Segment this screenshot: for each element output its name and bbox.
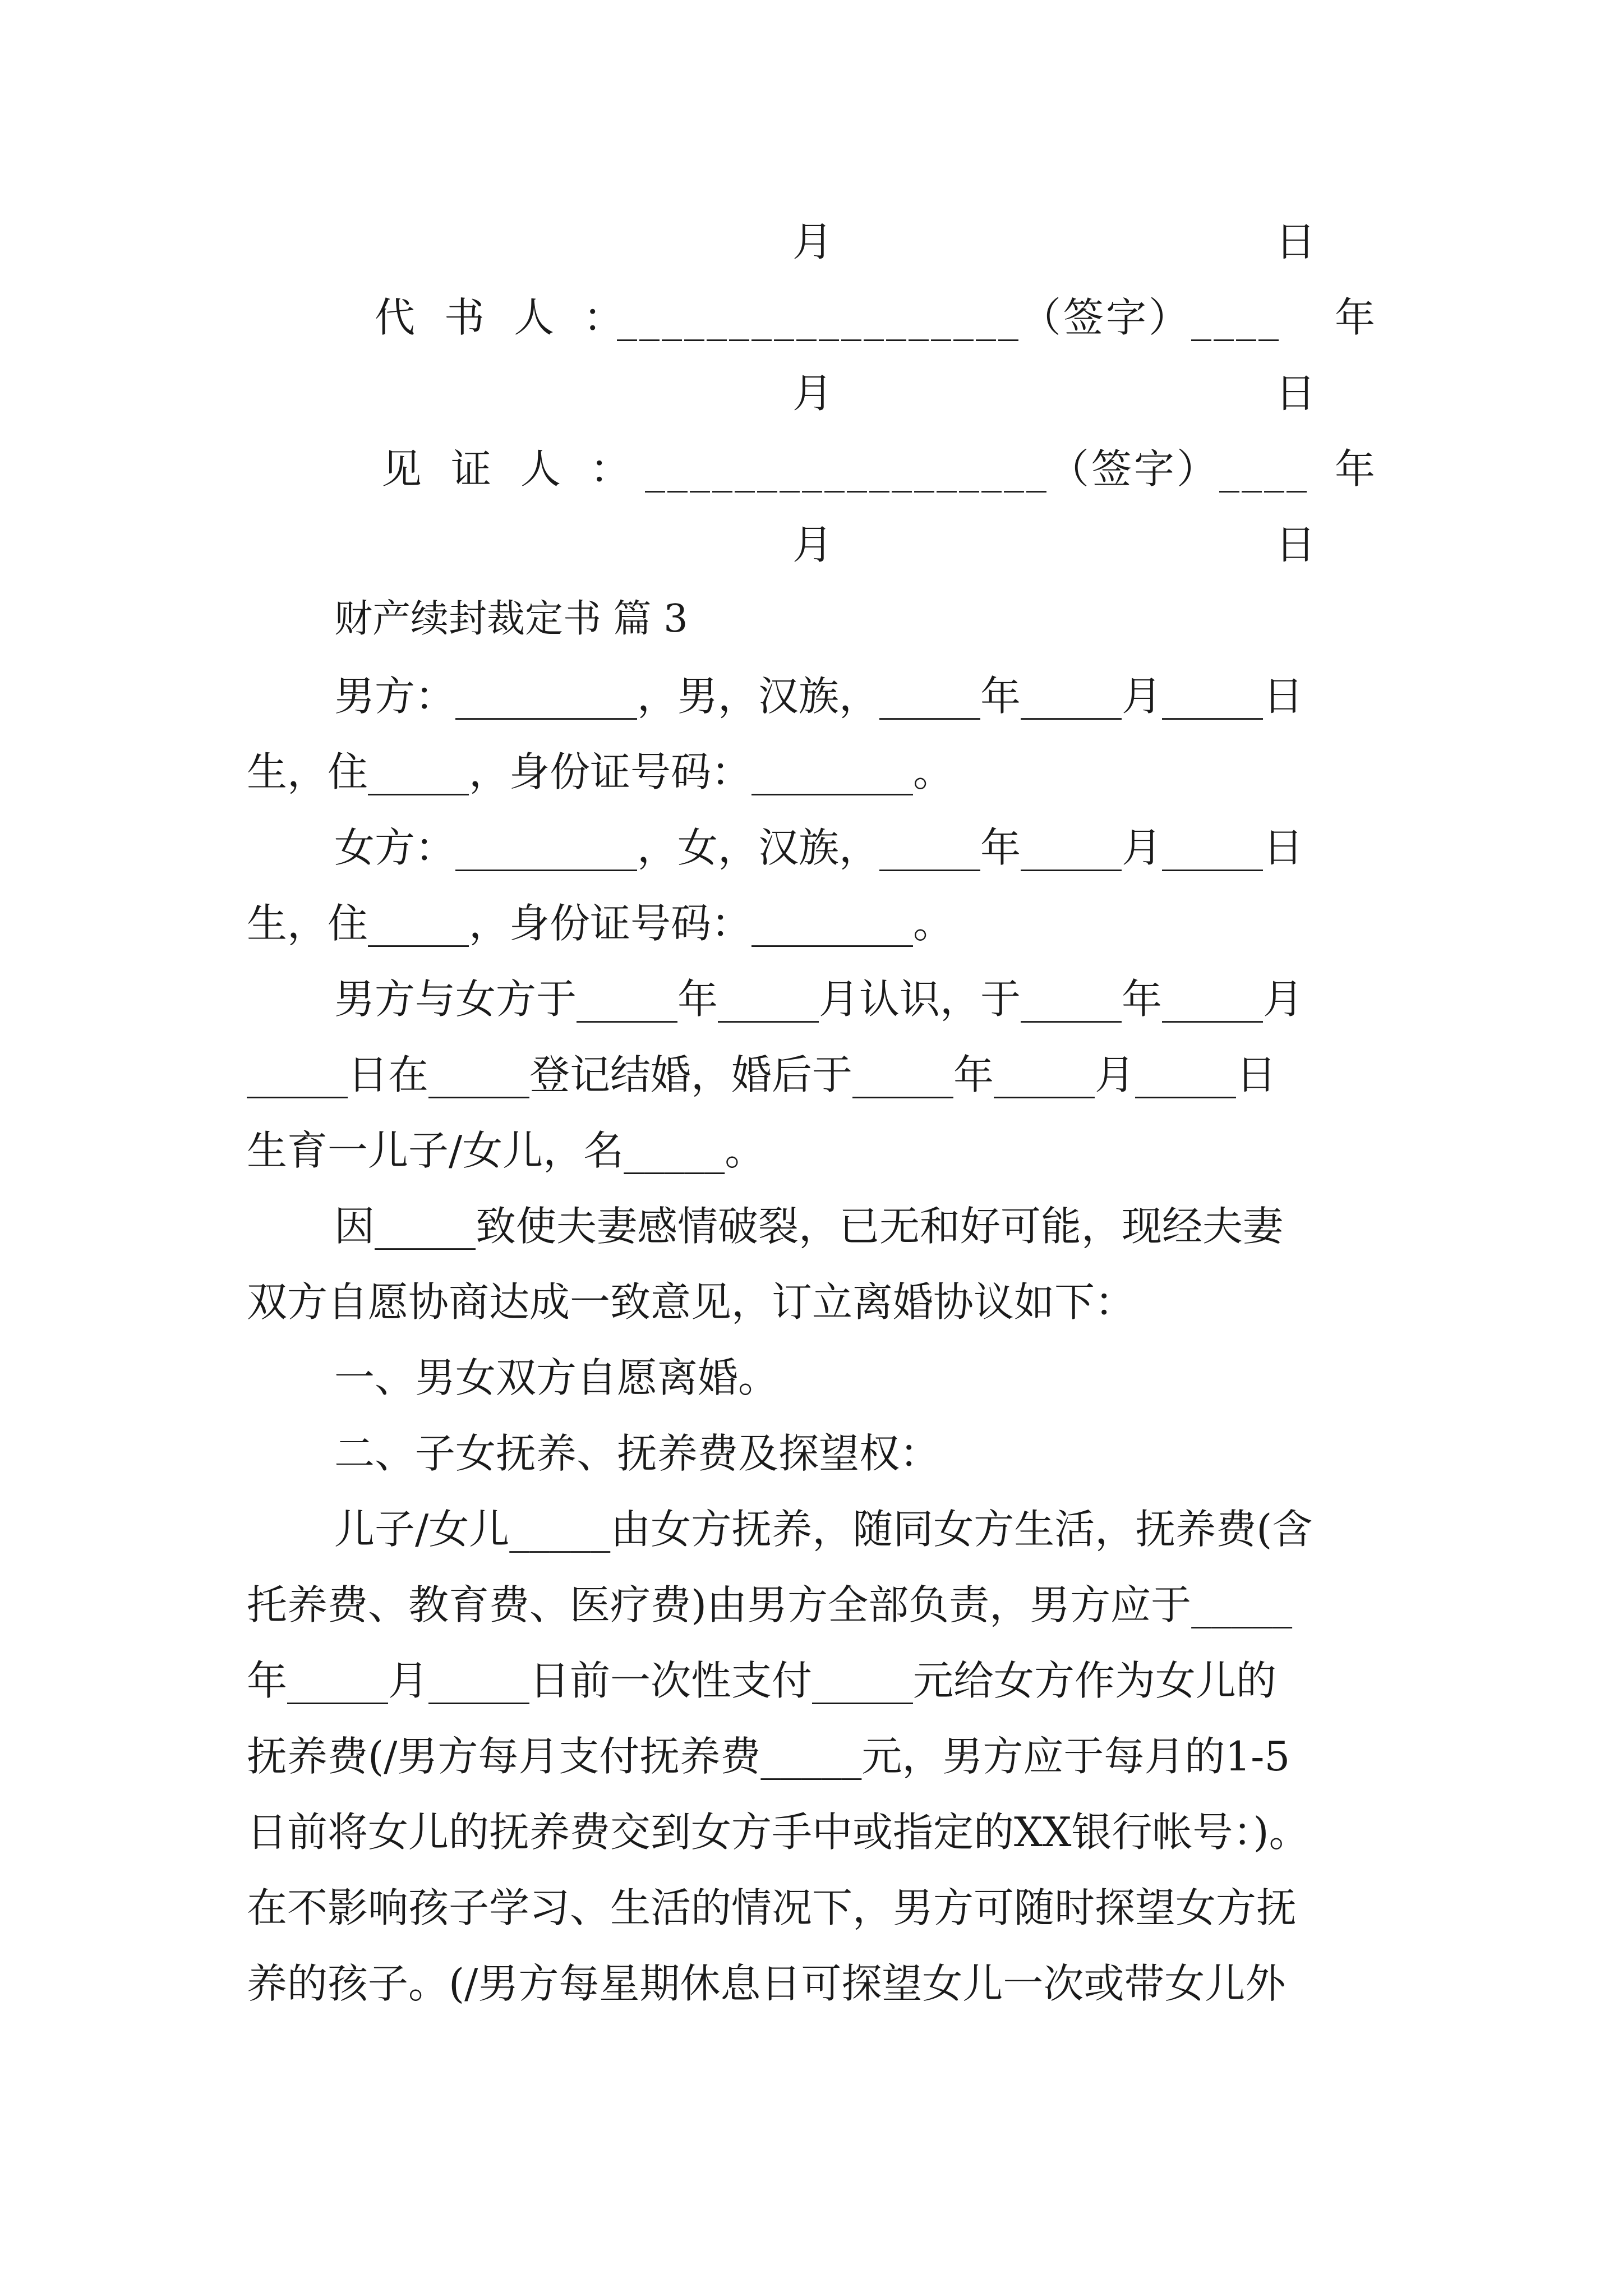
body-line: 生育一儿子/女儿，名_____。 (247, 1127, 766, 1174)
body-line: 因_____致使夫妻感情破裂，已无和好可能，现经夫妻 (334, 1203, 1284, 1250)
body-line: 生，住_____，身份证号码：________。 (247, 900, 954, 947)
section-heading: 财产续封裁定书 篇 3 (334, 597, 688, 641)
month-label: 月 (792, 370, 833, 417)
witness-signature-line: __________________（签字）____ (645, 445, 1310, 493)
day-label: 日 (1275, 521, 1316, 568)
body-line: 双方自愿协商达成一致意见，订立离婚协议如下： (247, 1278, 1136, 1326)
year-label: 年 (1335, 445, 1376, 493)
body-line: 女方：_________，女，汉族，_____年_____月_____日 (334, 824, 1304, 871)
body-line: 年_____月_____日前一次性支付_____元给女方作为女儿的 (247, 1657, 1277, 1704)
body-line: 男方与女方于_____年_____月认识，于_____年_____月 (334, 976, 1304, 1023)
scribe-signature-line: __________________（签字）____ (617, 294, 1281, 341)
body-line: 日前将女儿的抚养费交到女方手中或指定的XX银行帐号：)。 (247, 1809, 1310, 1856)
body-line: 儿子/女儿_____由女方抚养，随同女方生活，抚养费(含 (334, 1506, 1313, 1553)
day-label: 日 (1275, 370, 1316, 417)
day-label: 日 (1275, 218, 1316, 265)
year-label: 年 (1335, 294, 1376, 341)
body-line: 二、子女抚养、抚养费及探望权： (334, 1430, 940, 1477)
body-line: 抚养费(/男方每月支付抚养费_____元，男方应于每月的1-5 (247, 1733, 1290, 1780)
body-line: 男方：_________，男，汉族，_____年_____月_____日 (334, 673, 1304, 720)
body-line: 一、男女双方自愿离婚。 (334, 1354, 779, 1401)
body-line: _____日在_____登记结婚，婚后于_____年_____月_____日 (247, 1051, 1277, 1098)
body-line: 养的孩子。(/男方每星期休息日可探望女儿一次或带女儿外 (247, 1960, 1286, 2007)
body-line: 生，住_____，身份证号码：________。 (247, 748, 954, 795)
witness-label: 见证人： (381, 445, 660, 493)
month-label: 月 (792, 521, 833, 568)
month-label: 月 (792, 218, 833, 265)
scribe-label: 代书人： (375, 294, 653, 341)
body-line: 在不影响孩子学习、生活的情况下，男方可随时探望女方抚 (247, 1884, 1297, 1931)
body-line: 托养费、教育费、医疗费)由男方全部负责，男方应于_____ (247, 1581, 1293, 1628)
